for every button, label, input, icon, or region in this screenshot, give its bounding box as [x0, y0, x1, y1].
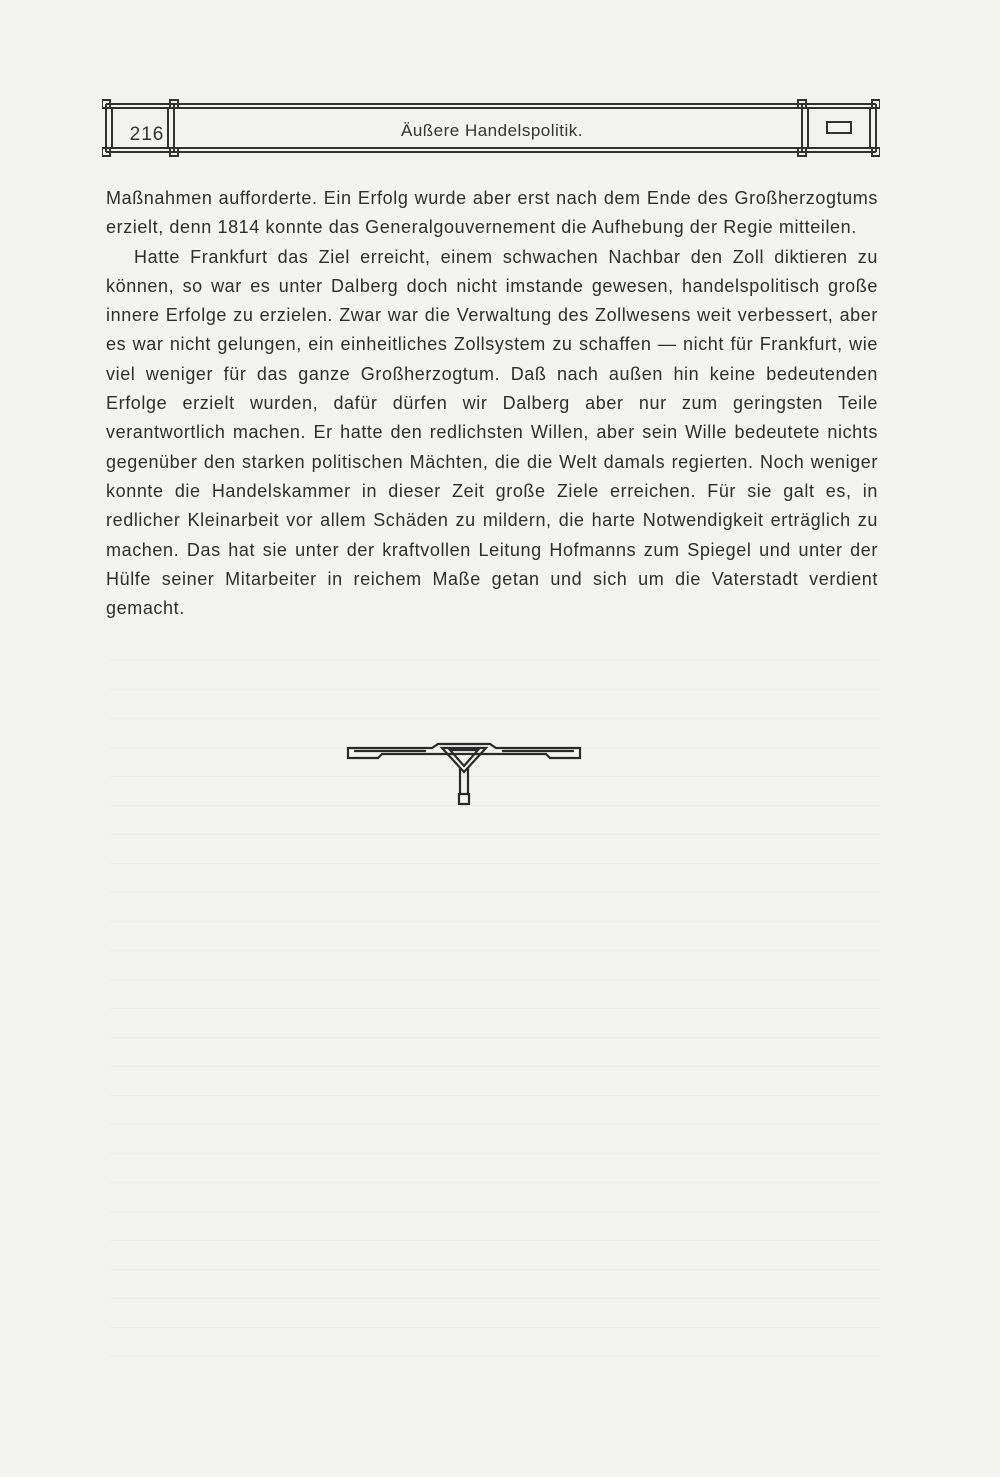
paragraph-1: Maßnahmen aufforderte. Ein Erfolg wurde aber erst nach dem Ende des Großherzogtums erzielt, denn 1814 konnte das Generalgouvernement die Aufhebung der Regie mitteilen.: [106, 188, 878, 238]
page-header: [102, 96, 880, 158]
page-number: 216: [129, 124, 165, 145]
paragraph-2: Hatte Frankfurt das Ziel erreicht, einem schwachen Nachbar den Zoll diktieren zu können, so war es unter Dalberg doch nicht imstande gewesen, handelspolitisch große innere Erfolge zu erzielen. Zwar war die Verwaltung des Zollwesens weit verbessert, aber es war nicht gelungen, ein einheitliches Zollsystem zu schaffen — nicht für Frankfurt, wie viel weniger für das ganze Großherzogtum. Daß nach außen hin keine bedeutenden Erfolge erzielt wurden, dafür dürfen wir Dalberg aber nur zum geringsten Teile verantwortlich machen. Er hatte den redlichsten Willen, aber sein Wille bedeutete nichts gegenüber den starken politischen Mächten, die die Welt damals regierten. Noch weniger konnte die Handelskammer in dieser Zeit große Ziele erreichen. Für sie galt es, in redlicher Kleinarbeit vor allem Schäden zu mildern, die harte Notwendigkeit erträglich zu machen. Das hat sie unter der kraftvollen Leitung Hofmanns zum Spiegel und unter der Hülfe seiner Mitarbeiter in reichem Maße getan und sich um die Vaterstadt verdient gemacht.: [106, 246, 878, 619]
end-vignette-ornament: [346, 738, 582, 808]
running-title: Äußere Handelspolitik.: [400, 121, 584, 140]
main-text: [106, 184, 878, 623]
